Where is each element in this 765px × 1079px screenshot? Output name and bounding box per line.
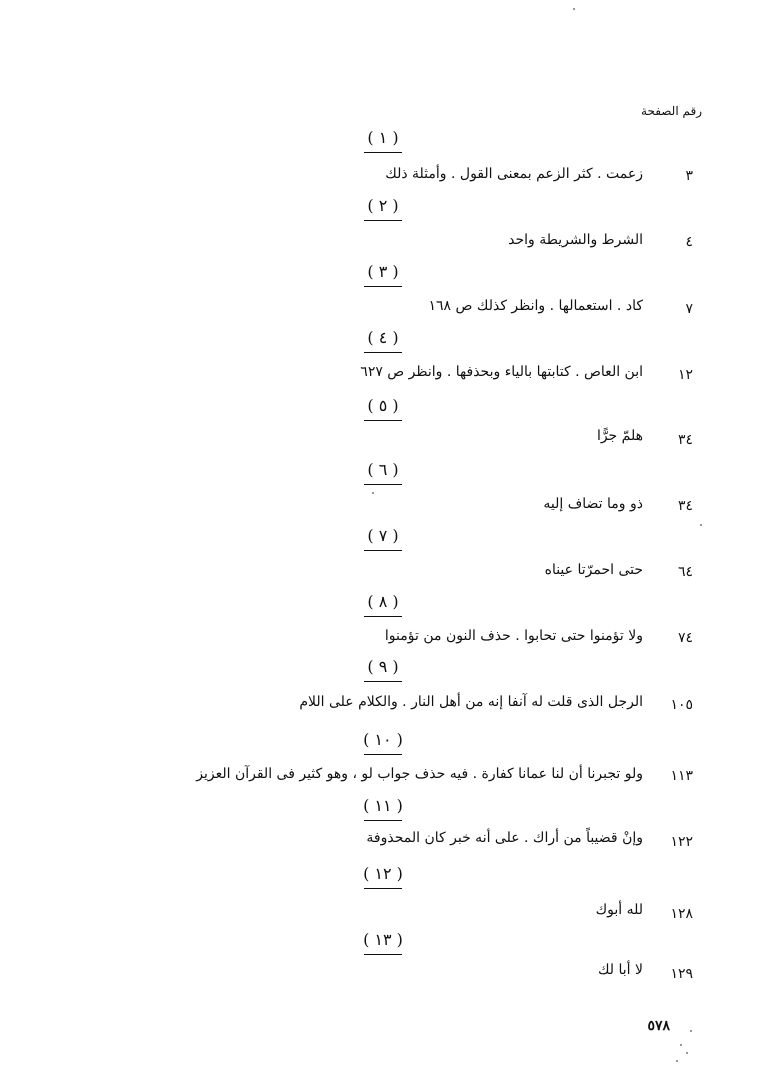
- entry-text: لا أبا لك: [597, 962, 643, 978]
- entry-number: [360, 128, 406, 147]
- entry-text: ولا تؤمنوا حتى تحابوا . حذف النون من تؤمنوا: [384, 628, 643, 644]
- entry-number-rule: [364, 550, 402, 551]
- entry-number-label: ( ٧ ): [367, 526, 399, 545]
- entry-number-label: ( ٥ ): [367, 396, 399, 415]
- entry-number-rule: [364, 616, 402, 617]
- entry-number-rule: [364, 484, 402, 485]
- entry-page-number: ٣٤: [677, 432, 693, 448]
- entry-number-label: ( ٤ ): [367, 328, 399, 347]
- entry-page-number: ٣: [685, 168, 693, 184]
- entry-number: [360, 592, 406, 611]
- entry-number-rule: [364, 754, 402, 755]
- entry-page-number: ١٢٨: [670, 906, 693, 922]
- entry-number-label: ( ٢ ): [367, 196, 399, 215]
- entry-number-label: ( ٨ ): [367, 592, 399, 611]
- entry-page-number: ١٢٢: [670, 834, 693, 850]
- entry-number: [360, 657, 406, 676]
- entry-text: لله أبوك: [595, 902, 643, 918]
- entry-number: [360, 526, 406, 545]
- entry-text: الشرط والشريطة واحد: [508, 232, 643, 248]
- scan-speck: [690, 1030, 692, 1032]
- entry-number-rule: [364, 220, 402, 221]
- entry-page-number: ٤: [685, 234, 693, 250]
- entry-page-number: ١١٣: [670, 768, 693, 784]
- entry-page-number: ٦٤: [677, 564, 693, 580]
- entry-number: [360, 396, 406, 415]
- entry-number: [360, 196, 406, 215]
- entry-text: ذو وما تضاف إليه: [543, 496, 643, 512]
- entry-number-label: ( ٩ ): [367, 657, 399, 676]
- entry-number-label: ( ١١ ): [363, 796, 403, 815]
- scan-speck: [372, 492, 374, 494]
- scan-speck: [680, 1044, 682, 1046]
- entry-page-number: ١٢٩: [670, 966, 693, 982]
- entry-number-rule: [364, 888, 402, 889]
- entry-number: [360, 460, 406, 479]
- entry-text: هلمّ جرًّا: [596, 428, 643, 444]
- entry-number-label: ( ٣ ): [367, 262, 399, 281]
- entry-number: [360, 796, 406, 815]
- scan-speck: [573, 8, 575, 10]
- entry-number-label: ( ٦ ): [367, 460, 399, 479]
- entry-text: ولو تجبرنا أن لنا عمانا كفارة . فيه حذف جواب لو ، وهو كثير فى القرآن العزيز: [196, 766, 643, 782]
- entry-number-rule: [364, 420, 402, 421]
- entry-number: [360, 730, 406, 749]
- entry-number-rule: [364, 352, 402, 353]
- page-column-header: رقم الصفحة: [641, 104, 702, 118]
- entry-number-label: ( ١٣ ): [363, 930, 403, 949]
- entry-number: [360, 864, 406, 883]
- entry-number-rule: [364, 152, 402, 153]
- entry-number: [360, 930, 406, 949]
- entry-page-number: ٧٤: [677, 630, 693, 646]
- scan-speck: [686, 1052, 688, 1054]
- entry-number-rule: [364, 820, 402, 821]
- scan-speck: [700, 524, 702, 526]
- entry-page-number: ١٠٥: [670, 697, 693, 713]
- entry-number-rule: [364, 286, 402, 287]
- page-folio-number: ٥٧٨: [647, 1018, 670, 1034]
- entry-text: حتى احمرّتا عيناه: [544, 562, 643, 578]
- entry-number-label: ( ١٠ ): [363, 730, 403, 749]
- entry-text: زعمت . كثر الزعم بمعنى القول . وأمثلة ذلك: [385, 166, 643, 182]
- entry-number-rule: [364, 681, 402, 682]
- entry-page-number: ٣٤: [677, 498, 693, 514]
- entry-text: الرجل الذى قلت له آنفا إنه من أهل النار . والكلام على اللام: [299, 694, 643, 710]
- entry-text: ابن العاص . كتابتها بالياء وبحذفها . وانظر ص ٦٢٧: [360, 364, 643, 380]
- entry-number: [360, 328, 406, 347]
- entry-page-number: ١٢: [677, 367, 693, 383]
- entry-number-label: ( ١ ): [367, 128, 399, 147]
- entry-text: وإنْ قضيباً من أراك . على أنه خبر كان المحذوفة: [366, 830, 643, 846]
- scan-speck: [676, 1060, 678, 1062]
- entry-page-number: ٧: [685, 301, 693, 317]
- entry-number-rule: [364, 954, 402, 955]
- entry-number-label: ( ١٢ ): [363, 864, 403, 883]
- entry-number: [360, 262, 406, 281]
- entry-text: كاد . استعمالها . وانظر كذلك ص ١٦٨: [428, 298, 643, 314]
